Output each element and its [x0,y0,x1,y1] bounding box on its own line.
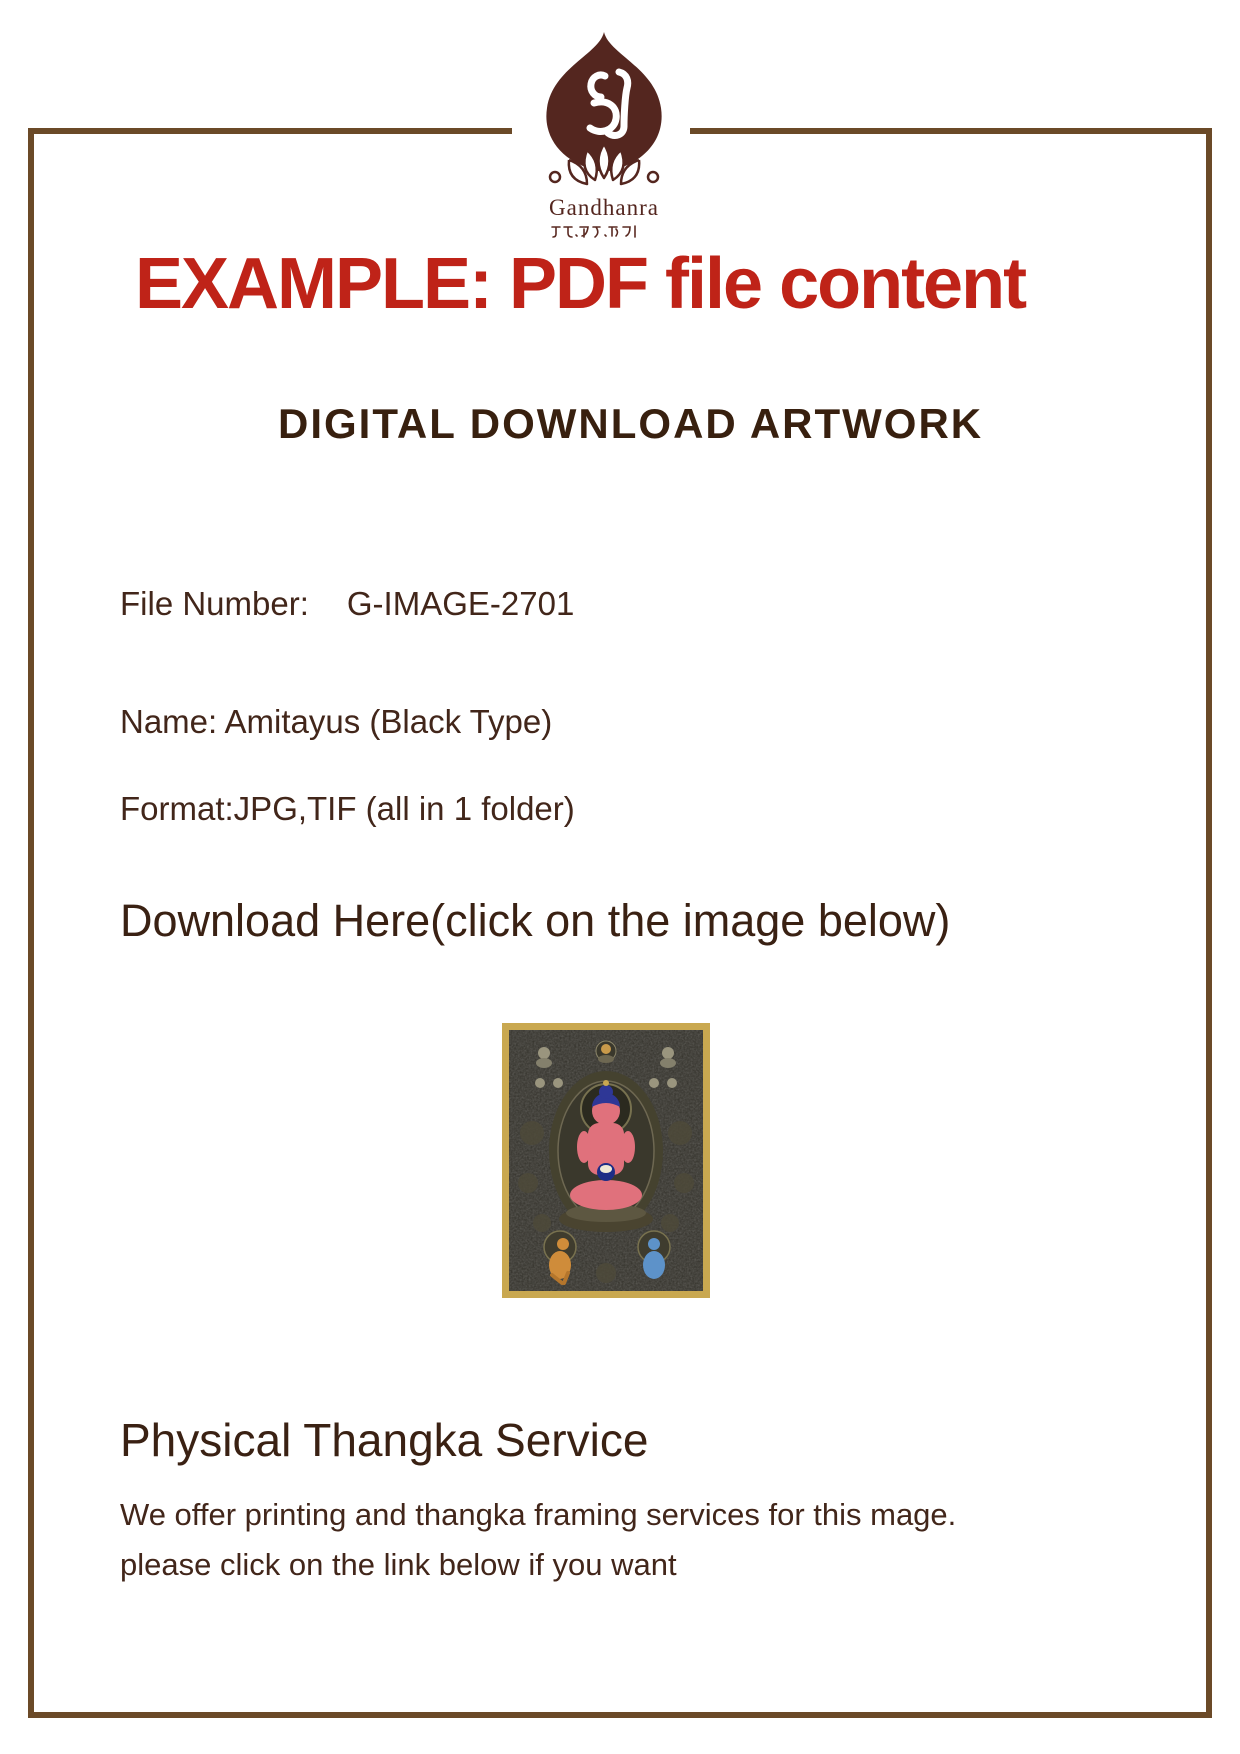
thangka-download-image[interactable] [502,1023,710,1298]
page-subtitle: DIGITAL DOWNLOAD ARTWORK [278,400,984,447]
service-description-line1: We offer printing and thangka framing services for this mage. [120,1497,957,1532]
service-heading: Physical Thangka Service [120,1414,649,1466]
download-heading: Download Here(click on the image below) [120,895,951,946]
tibetan-script [549,223,659,244]
file-number-line [120,585,574,623]
gandhanra-logo [538,28,670,244]
lotus-teardrop-icon [539,28,669,193]
format-line: Format:JPG,TIF (all in 1 folder) [120,790,575,827]
page-title: EXAMPLE: PDF file content [135,244,1026,324]
file-number-value: G-IMAGE-2701 [346,585,575,622]
file-number-label: File Number: [120,585,309,622]
service-description [120,1490,956,1590]
artwork-name-line: Name: Amitayus (Black Type) [120,703,553,740]
service-description-line2: please click on the link below if you want [120,1547,677,1582]
brand-name: Gandhanra [549,195,659,220]
